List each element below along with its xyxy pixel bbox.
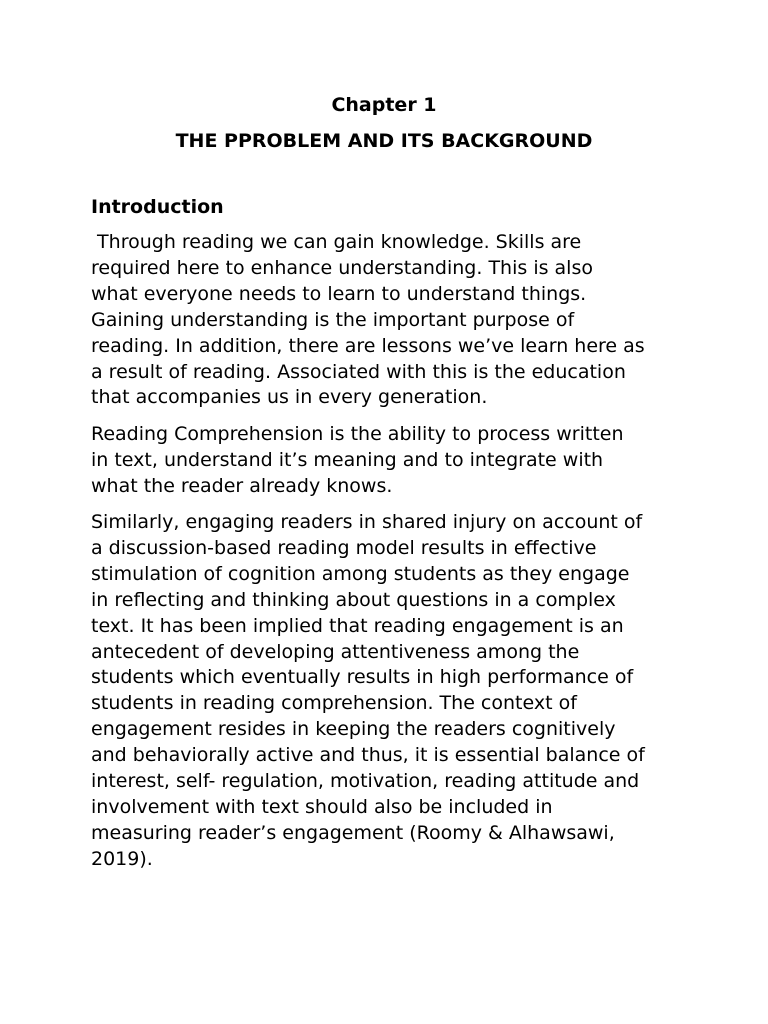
body-paragraph: Similarly, engaging readers in shared injury on account of a discussion-based reading model results in effective stimulation of cognition among students as they engage in reflecting and thinking about questions in a complex text. It has been implied that reading engagement is an antecedent of developing attentiveness among the students which eventually results in high performance of students in reading comprehension. The context of engagement resides in keeping the readers cognitively and behaviorally active and thus, it is essential balance of interest, self- regulation, motivation, reading attitude and involvement with text should also be included in measuring reader’s engagement (Roomy & Alhawsawi, 2019). [91,511,645,870]
section-heading: Introduction [91,196,224,218]
body-paragraph: Through reading we can gain knowledge. Skills are required here to enhance understanding. This is also what everyone needs to learn to understand things. Gaining understanding is the important purpose of reading. In addition, there are lessons we’ve learn here as a result of reading. Associated with this is the education that accompanies us in every generation. [91,231,645,409]
chapter-label: Chapter 1 [331,94,437,116]
body-paragraph: Reading Comprehension is the ability to process written in text, understand it’s meaning and to integrate with what the reader already knows. [91,423,624,497]
chapter-title: THE PPROBLEM AND ITS BACKGROUND [175,130,593,152]
